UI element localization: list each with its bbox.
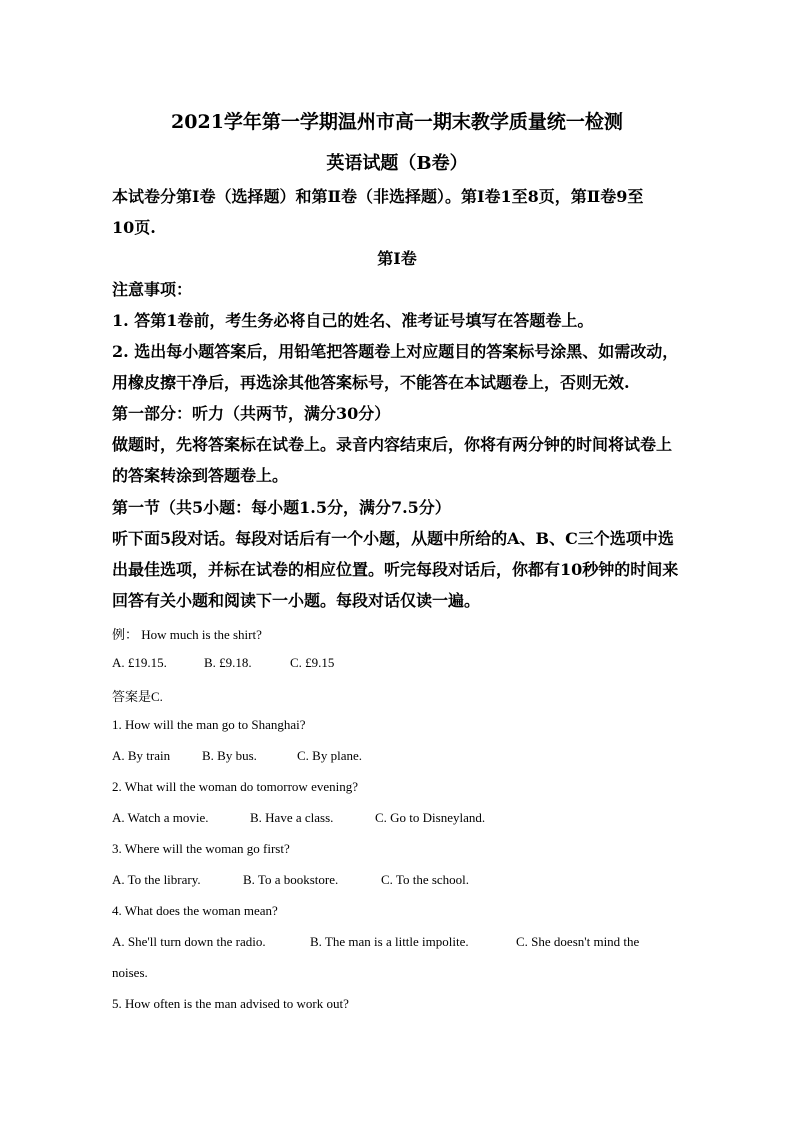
- question-4-option-b: B. The man is a little impolite.: [310, 934, 469, 949]
- question-3-option-a: A. To the library.: [112, 872, 201, 887]
- question-1-option-a: A. By train: [112, 748, 171, 763]
- question-3-options: [112, 872, 469, 888]
- intro-line-2: 10页.: [112, 218, 156, 237]
- question-2-options: [112, 810, 485, 826]
- section1-desc-line-3: 回答有关小题和阅读下一小题。每段对话仅读一遍。: [112, 591, 481, 610]
- exam-subtitle: 英语试题（B卷）: [326, 153, 468, 174]
- question-4-options: [112, 934, 639, 950]
- example-question: 例： How much is the shirt?: [112, 627, 262, 642]
- question-2-option-c: C. Go to Disneyland.: [375, 810, 486, 825]
- notes-item-2-line-2: 用橡皮擦干净后，再选涂其他答案标号，不能答在本试题卷上，否则无效.: [112, 373, 630, 392]
- question-4: 4. What does the woman mean?: [112, 903, 278, 918]
- question-2-option-b: B. Have a class.: [250, 810, 334, 825]
- notes-item-1: 1. 答第1卷前，考生务必将自己的姓名、准考证号填写在答题卷上。: [112, 311, 594, 330]
- intro-line-1: 本试卷分第Ⅰ卷（选择题）和第Ⅱ卷（非选择题）。第Ⅰ卷1至8页，第Ⅱ卷9至: [112, 187, 644, 206]
- question-1-options: [112, 748, 362, 764]
- question-1: 1. How will the man go to Shanghai?: [112, 717, 306, 732]
- example-option-b: B. £9.18.: [204, 655, 252, 670]
- question-1-option-b: B. By bus.: [202, 748, 257, 763]
- question-2: 2. What will the woman do tomorrow evening?: [112, 779, 358, 794]
- question-4-option-c: C. She doesn't mind the: [516, 934, 640, 949]
- example-option-c: C. £9.15: [290, 655, 335, 670]
- question-1-option-c: C. By plane.: [297, 748, 362, 763]
- example-options: [112, 655, 334, 671]
- question-5: 5. How often is the man advised to work out?: [112, 996, 349, 1011]
- example-answer: 答案是C.: [112, 689, 163, 704]
- section1-desc-line-1: 听下面5段对话。每段对话后有一个小题，从题中所给的A、B、C三个选项中选: [112, 529, 674, 548]
- part1-desc-line-1: 做题时，先将答案标在试卷上。录音内容结束后，你将有两分钟的时间将试卷上: [112, 435, 673, 454]
- notes-heading: 注意事项：: [112, 280, 193, 299]
- question-3-option-c: C. To the school.: [381, 872, 470, 887]
- exam-title: 2021学年第一学期温州市高一期末教学质量统一检测: [171, 111, 623, 133]
- section1-desc-line-2: 出最佳选项，并标在试卷的相应位置。听完每段对话后，你都有10秒钟的时间来: [112, 560, 679, 579]
- question-4-option-a: A. She'll turn down the radio.: [112, 934, 266, 949]
- question-3-option-b: B. To a bookstore.: [243, 872, 339, 887]
- part1-desc-line-2: 的答案转涂到答题卷上。: [112, 466, 289, 485]
- notes-item-2-line-1: 2. 选出每小题答案后，用铅笔把答题卷上对应题目的答案标号涂黑、如需改动，: [112, 342, 679, 361]
- question-2-option-a: A. Watch a movie.: [112, 810, 209, 825]
- question-4-option-c-continued: noises.: [112, 965, 148, 980]
- question-3: 3. Where will the woman go first?: [112, 841, 290, 856]
- part1-heading: 第一部分：听力（共两节，满分30分）: [112, 404, 391, 423]
- example-option-a: A. £19.15.: [112, 655, 167, 670]
- section1-heading: 第一节（共5小题：每小题1.5分，满分7.5分）: [112, 498, 451, 517]
- volume-heading: 第Ⅰ卷: [377, 249, 417, 268]
